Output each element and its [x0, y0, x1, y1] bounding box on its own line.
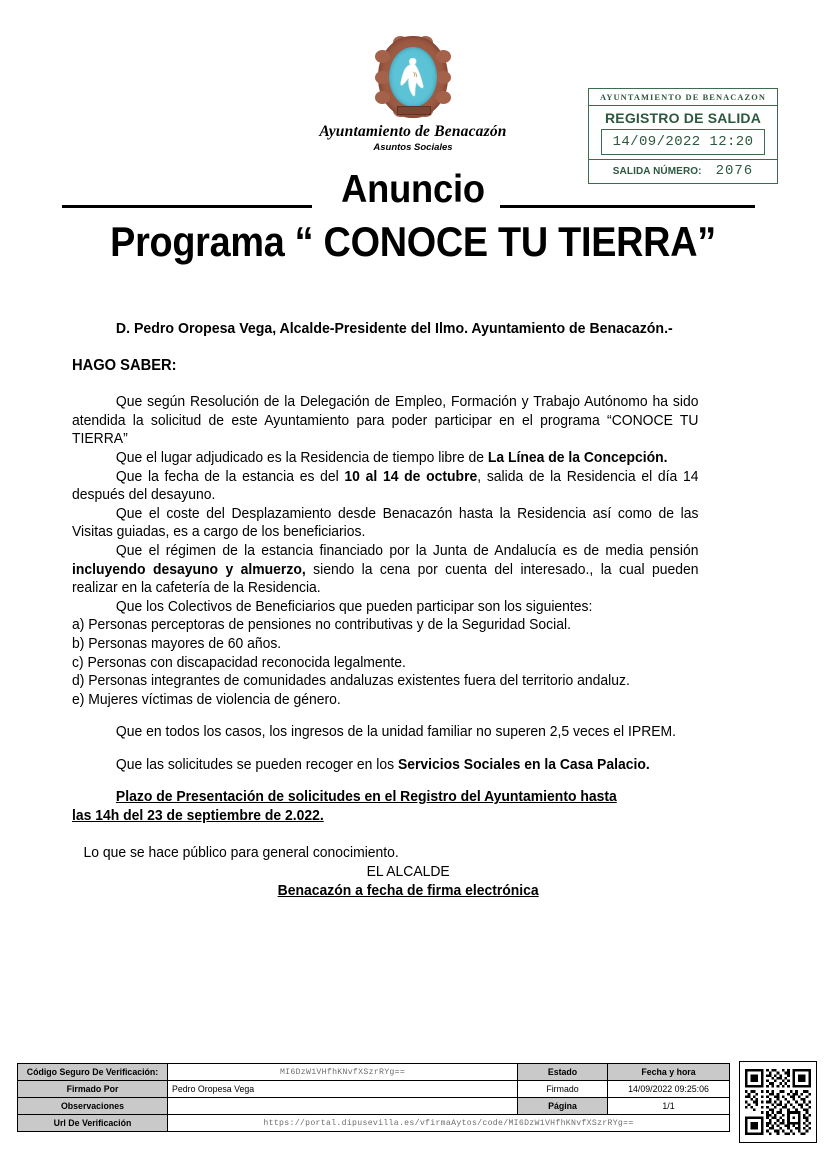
- paragraph-5: [72, 542, 698, 598]
- paragraph-3-text-b: , salida de la Residencia el día 14 después del desayuno.: [72, 468, 699, 504]
- paragraph-8-text: Que las solicitudes se pueden recoger en los: [115, 756, 398, 773]
- pagina-label: Página: [518, 1098, 608, 1115]
- verification-table: [17, 1063, 730, 1132]
- crest-plaque: [397, 106, 431, 115]
- estado-value: Firmado: [518, 1081, 608, 1098]
- closing-line: Lo que se hace público para general conocimiento.: [83, 845, 399, 862]
- letterhead: [248, 36, 578, 153]
- signer-place-text: Benacazón a fecha de firma electrónica: [277, 882, 539, 899]
- paragraph-7: Que en todos los casos, los ingresos de la unidad familiar no superen 2,5 veces el IPREM.: [115, 724, 677, 741]
- paragraph-8-bold: Servicios Sociales en la Casa Palacio.: [397, 756, 650, 773]
- observaciones-value: [168, 1098, 518, 1115]
- organization-name: Ayuntamiento de Benacazón: [319, 123, 507, 140]
- paragraph-8: [72, 756, 698, 775]
- paragraph-2-bold: La Línea de la Concepción.: [487, 449, 668, 466]
- csv-value: MI6DzW1VHfhKNvfXSzrRYg==: [168, 1064, 518, 1081]
- page-title: Anuncio: [341, 168, 485, 211]
- paragraph-5-text-b: siendo la cena por cuenta del interesado., la cual pueden realizar en la cafetería de la Residencia.: [72, 561, 699, 597]
- observaciones-label: Observaciones: [18, 1098, 168, 1115]
- deadline-line-2: las 14h del 23 de septiembre de 2.022.: [72, 808, 324, 825]
- fecha-hora-value: 14/09/2022 09:25:06: [608, 1081, 730, 1098]
- verification-footer: [17, 1063, 809, 1143]
- pagina-value: 1/1: [608, 1098, 730, 1115]
- table-row: [18, 1115, 730, 1132]
- organization-department: Asuntos Sociales: [373, 142, 453, 153]
- lead-paragraph: [72, 320, 698, 339]
- paragraph-2-text: Que el lugar adjudicado es la Residencia de tiempo libre de: [115, 449, 488, 466]
- estado-header: Estado: [518, 1064, 608, 1081]
- coat-of-arms-icon: [375, 36, 451, 118]
- paragraph-5-text-a: Que el régimen de la estancia financiado por la Junta de Andalucía es de media pensión: [115, 542, 699, 559]
- list-item: c) Personas con discapacidad reconocida legalmente.: [72, 654, 406, 671]
- paragraph-2: [72, 449, 698, 468]
- paragraph-6: Que los Colectivos de Beneficiarios que pueden participar son los siguientes:: [115, 598, 593, 615]
- program-title: Programa “ CONOCE TU TIERRA”: [110, 218, 716, 265]
- lead-line-1: D. Pedro Oropesa Vega, Alcalde-Presidente del Ilmo. Ayuntamiento de: [115, 321, 586, 337]
- list-item: e) Mujeres víctimas de violencia de género.: [72, 691, 341, 708]
- qr-code-icon: [745, 1067, 811, 1137]
- deadline-line-1: Plazo de Presentación de solicitudes en el Registro del Ayuntamiento hasta: [115, 789, 617, 806]
- url-verificacion-value[interactable]: https://portal.dipusevilla.es/vfirmaAytos/code/MI6DzW1VHfhKNvfXSzrRYg==: [168, 1115, 730, 1132]
- table-row: [18, 1098, 730, 1115]
- stamp-datetime: 14/09/2022 12:20: [601, 129, 765, 155]
- signer-title: EL ALCALDE: [366, 864, 450, 881]
- deadline-notice: [72, 788, 698, 826]
- document-body: [72, 320, 698, 900]
- paragraph-3: [72, 468, 698, 505]
- stamp-number-label: SALIDA NÚMERO:: [612, 166, 702, 177]
- paragraph-5-bold: incluyendo desayuno y almuerzo,: [72, 561, 306, 578]
- list-item: b) Personas mayores de 60 años.: [72, 635, 282, 652]
- signature-block: [72, 844, 698, 900]
- hago-saber-heading: HAGO SABER:: [72, 356, 177, 374]
- dove-icon: [399, 56, 427, 98]
- stamp-title: REGISTRO DE SALIDA: [604, 110, 762, 126]
- list-item: d) Personas integrantes de comunidades andaluzas existentes fuera del territorio andaluz.: [72, 673, 630, 690]
- fecha-hora-header: Fecha y hora: [608, 1064, 730, 1081]
- anuncio-title-row: [0, 168, 826, 214]
- table-row: [18, 1081, 730, 1098]
- qr-code[interactable]: [739, 1061, 817, 1143]
- lead-line-2: Benacazón.-: [589, 321, 673, 337]
- paragraph-4: Que el coste del Desplazamiento desde Benacazón hasta la Residencia así como de las Visitas guiadas, es a cargo de los beneficiarios.: [72, 505, 699, 541]
- paragraph-3-bold: 10 al 14 de octubre: [344, 468, 478, 485]
- table-row: [18, 1064, 730, 1081]
- stamp-number-value: 2076: [715, 163, 754, 179]
- signer-place: [72, 882, 698, 901]
- firmado-por-value: Pedro Oropesa Vega: [168, 1081, 518, 1098]
- list-item: a) Personas perceptoras de pensiones no contributivas y de la Seguridad Social.: [72, 617, 571, 634]
- paragraph-3-text-a: Que la fecha de la estancia es del: [115, 468, 345, 485]
- csv-label: Código Seguro De Verificación:: [18, 1064, 168, 1081]
- firmado-por-label: Firmado Por: [18, 1081, 168, 1098]
- url-verificacion-label: Url De Verificación: [18, 1115, 168, 1132]
- stamp-organization: AYUNTAMIENTO DE BENACAZON: [589, 89, 777, 106]
- paragraph-1: Que según Resolución de la Delegación de Empleo, Formación y Trabajo Autónomo ha sido atendida la solicitud de este Ayuntamiento para poder participar en el programa “CONOCE TU TIERRA”: [72, 394, 699, 448]
